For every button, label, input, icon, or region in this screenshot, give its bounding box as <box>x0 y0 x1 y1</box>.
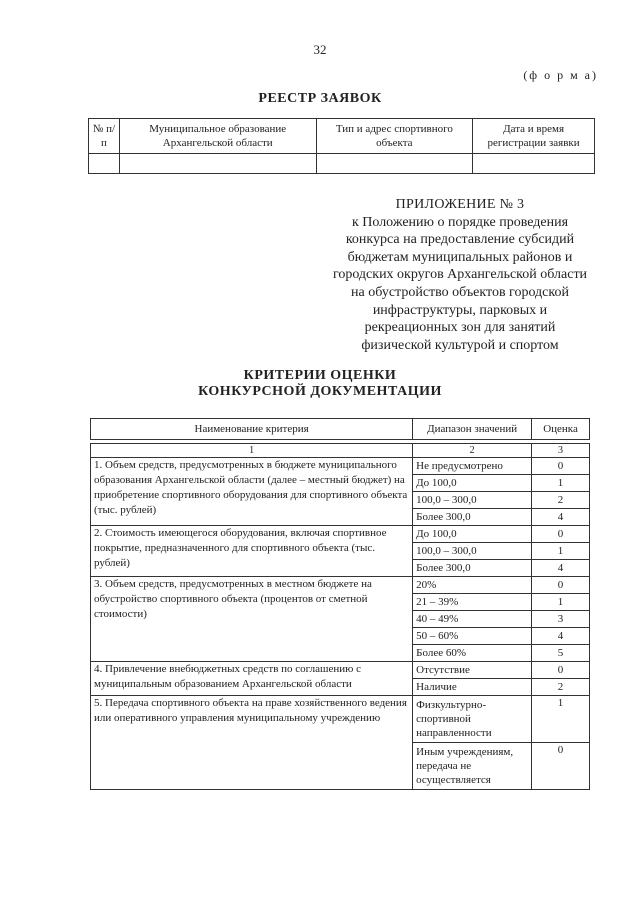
criteria-header-range: Диапазон значений <box>413 419 532 440</box>
form-label: (ф о р м а) <box>523 68 598 82</box>
criteria-colnum: 1 <box>91 444 413 458</box>
criteria-colnum: 2 <box>413 444 532 458</box>
registry-header-row <box>89 119 595 154</box>
criteria-score: 2 <box>532 492 589 509</box>
criteria-range-cell <box>413 577 532 662</box>
registry-cell <box>119 154 316 174</box>
criteria-score: 0 <box>532 458 589 475</box>
criteria-range: Отсутствие <box>413 662 531 679</box>
registry-header-municipality: Муниципальное образование Архангельской области <box>119 119 316 154</box>
criteria-score: 3 <box>532 611 589 628</box>
criteria-row <box>91 526 590 577</box>
criteria-score: 0 <box>532 743 590 790</box>
registry-title: РЕЕСТР ЗАЯВОК <box>258 91 382 106</box>
criteria-score-cell <box>532 577 590 662</box>
criteria-range: Физкультурно-спортивной направленности <box>413 696 532 743</box>
criteria-name: 4. Привлечение внебюджетных средств по соглашению с муниципальным образованием Архангельской области <box>91 662 413 696</box>
criteria-score: 1 <box>532 543 589 560</box>
criteria-row <box>91 662 590 696</box>
registry-cell <box>473 154 595 174</box>
criteria-range: До 100,0 <box>413 526 531 543</box>
criteria-score: 4 <box>532 628 589 645</box>
criteria-range: Наличие <box>416 681 457 693</box>
criteria-score: 0 <box>532 577 589 594</box>
criteria-range: 50 – 60% <box>413 628 531 645</box>
criteria-row <box>91 696 590 743</box>
criteria-range: 21 – 39% <box>413 594 531 611</box>
registry-header-object: Тип и адрес спортивного объекта <box>316 119 473 154</box>
criteria-score: 2 <box>557 681 564 693</box>
criteria-score-cell <box>532 662 590 696</box>
registry-empty-row <box>89 154 595 174</box>
criteria-score: 0 <box>532 662 589 679</box>
criteria-range-cell <box>413 458 532 526</box>
registry-cell <box>316 154 473 174</box>
criteria-range-cell <box>413 662 532 696</box>
criteria-range: Не предусмотрено <box>413 458 531 475</box>
criteria-score: 1 <box>532 696 590 743</box>
criteria-name: 1. Объем средств, предусмотренных в бюджете муниципального образования Архангельской области (далее – местный бюджет) на приобретение спортивного оборудования для спортивного объекта (тыс. рублей) <box>91 458 413 526</box>
annex-text: к Положению о порядке проведения конкурса на предоставление субсидий бюджетам муниципальных районов и городских округов Архангельской области на обустройство объектов городской инфраструктуры, парковых и рекреационных зон для занятий физической культурой и спортом <box>332 214 588 353</box>
criteria-table <box>90 418 590 790</box>
criteria-header-row <box>91 419 590 440</box>
criteria-range: Иным учреждениям, передача не осуществляется <box>413 743 532 790</box>
criteria-range: 100,0 – 300,0 <box>413 543 531 560</box>
criteria-score: 1 <box>532 475 589 492</box>
criteria-colnum: 3 <box>532 444 590 458</box>
criteria-header-score: Оценка <box>532 419 590 440</box>
criteria-row <box>91 577 590 662</box>
criteria-range: Более 300,0 <box>416 511 471 523</box>
criteria-range: 40 – 49% <box>413 611 531 628</box>
criteria-title <box>0 368 640 400</box>
criteria-score: 4 <box>557 562 564 574</box>
criteria-score-cell <box>532 526 590 577</box>
annex-block <box>330 196 590 354</box>
criteria-score: 0 <box>532 526 589 543</box>
criteria-name: 2. Стоимость имеющегося оборудования, включая спортивное покрытие, предназначенного для спортивного объекта (тыс. рублей) <box>91 526 413 577</box>
criteria-name: 5. Передача спортивного объекта на праве хозяйственного ведения или оперативного управления муниципальному учреждению <box>91 696 413 790</box>
criteria-title-line1: КРИТЕРИИ ОЦЕНКИ <box>243 368 397 383</box>
registry-header-datetime: Дата и время регистрации заявки <box>473 119 595 154</box>
criteria-row <box>91 458 590 526</box>
criteria-range-cell <box>413 526 532 577</box>
registry-table <box>88 118 595 174</box>
annex-title: ПРИЛОЖЕНИЕ № 3 <box>395 197 525 212</box>
page-number: 32 <box>313 42 327 57</box>
criteria-title-line2: КОНКУРСНОЙ ДОКУМЕНТАЦИИ <box>198 384 442 399</box>
criteria-score: 5 <box>557 647 564 659</box>
criteria-colnum-row <box>91 444 590 458</box>
criteria-header-name: Наименование критерия <box>91 419 413 440</box>
criteria-range: Более 60% <box>416 647 466 659</box>
criteria-range: До 100,0 <box>413 475 531 492</box>
registry-header-number: № п/п <box>89 119 120 154</box>
criteria-range: 20% <box>413 577 531 594</box>
criteria-range: Более 300,0 <box>416 562 471 574</box>
criteria-name: 3. Объем средств, предусмотренных в местном бюджете на обустройство спортивного объекта (процентов от сметной стоимости) <box>91 577 413 662</box>
criteria-score-cell <box>532 458 590 526</box>
criteria-score: 1 <box>532 594 589 611</box>
registry-cell <box>89 154 120 174</box>
criteria-range: 100,0 – 300,0 <box>413 492 531 509</box>
criteria-score: 4 <box>557 511 564 523</box>
